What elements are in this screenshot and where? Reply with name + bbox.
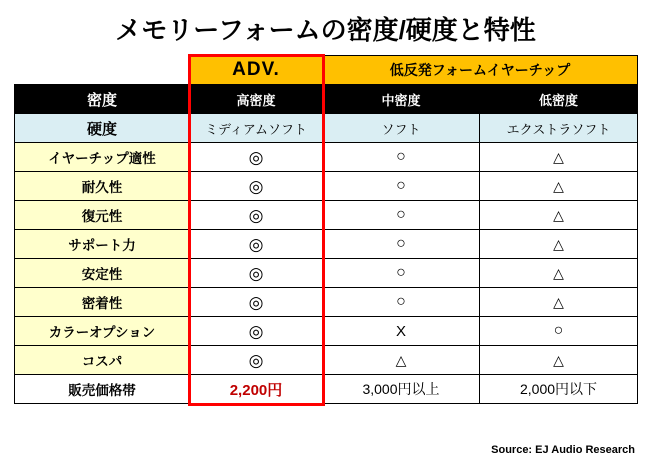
rating-0-adv: ◎: [190, 143, 323, 172]
rating-3-adv: ◎: [190, 230, 323, 259]
row-label-feature-4: 安定性: [15, 259, 190, 288]
rating-6-low: ○: [480, 317, 638, 346]
price-low: 2,000円以下: [480, 375, 638, 404]
table-row-hardness: [15, 114, 638, 143]
rating-3-mid: ○: [323, 230, 480, 259]
row-label-feature-7: コスパ: [15, 346, 190, 375]
rating-1-mid: ○: [323, 172, 480, 201]
rating-7-mid: △: [323, 346, 480, 375]
group-header-competitor: 低反発フォームイヤーチップ: [323, 56, 638, 85]
table-row: [15, 172, 638, 201]
row-label-feature-0: イヤーチップ適性: [15, 143, 190, 172]
rating-2-mid: ○: [323, 201, 480, 230]
rating-6-adv: ◎: [190, 317, 323, 346]
group-header-adv: ADV.: [190, 56, 323, 85]
row-label-feature-2: 復元性: [15, 201, 190, 230]
rating-4-adv: ◎: [190, 259, 323, 288]
rating-2-low: △: [480, 201, 638, 230]
rating-2-adv: ◎: [190, 201, 323, 230]
table-row: [15, 143, 638, 172]
table-row-price: [15, 375, 638, 404]
rating-3-low: △: [480, 230, 638, 259]
table-row: [15, 346, 638, 375]
rating-1-low: △: [480, 172, 638, 201]
page-title: メモリーフォームの密度/硬度と特性: [115, 15, 536, 45]
row-label-feature-3: サポート力: [15, 230, 190, 259]
rating-7-low: △: [480, 346, 638, 375]
table-row-density: [15, 85, 638, 114]
rating-1-adv: ◎: [190, 172, 323, 201]
hardness-adv: ミディアムソフト: [190, 114, 323, 143]
table-row: [15, 288, 638, 317]
hardness-low: エクストラソフト: [480, 114, 638, 143]
table-row: [15, 201, 638, 230]
table-row: [15, 317, 638, 346]
rating-4-mid: ○: [323, 259, 480, 288]
rating-5-mid: ○: [323, 288, 480, 317]
hardness-mid: ソフト: [323, 114, 480, 143]
row-label-density: 密度: [15, 85, 190, 114]
price-adv: 2,200円: [190, 375, 323, 404]
rating-5-adv: ◎: [190, 288, 323, 317]
row-label-feature-5: 密着性: [15, 288, 190, 317]
rating-5-low: △: [480, 288, 638, 317]
table-row: [15, 230, 638, 259]
density-adv: 高密度: [190, 85, 323, 114]
density-mid: 中密度: [323, 85, 480, 114]
rating-0-mid: ○: [323, 143, 480, 172]
table-row: [15, 259, 638, 288]
table-row-group-header: [15, 56, 638, 85]
price-mid: 3,000円以上: [323, 375, 480, 404]
corner-blank-cell: [15, 56, 190, 85]
comparison-table: [14, 55, 638, 404]
source-credit: Source: EJ Audio Research: [491, 444, 635, 456]
comparison-table-wrapper: [14, 55, 637, 404]
row-label-feature-6: カラーオプション: [15, 317, 190, 346]
rating-7-adv: ◎: [190, 346, 323, 375]
rating-6-mid: X: [323, 317, 480, 346]
density-low: 低密度: [480, 85, 638, 114]
row-label-hardness: 硬度: [15, 114, 190, 143]
rating-4-low: △: [480, 259, 638, 288]
rating-0-low: △: [480, 143, 638, 172]
row-label-price: 販売価格帯: [15, 375, 190, 404]
row-label-feature-1: 耐久性: [15, 172, 190, 201]
